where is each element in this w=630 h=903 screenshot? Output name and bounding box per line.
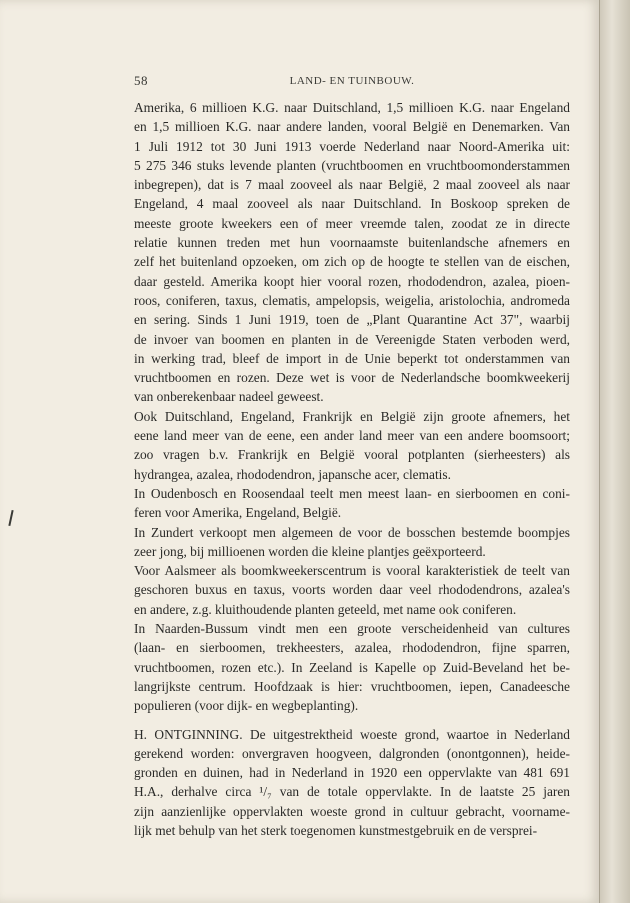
text-line: H. ONTGINNING. De uitgestrektheid woeste grond, waartoe in Nederland [134,726,570,742]
margin-pencil-mark [8,510,13,526]
text-line: zelf het buitenland opzoeken, om zich op de hoogte te stellen van de eischen, [134,254,570,270]
text-line: gronden en duinen, had in Nederland in 1920 een oppervlakte van 481 691 [134,765,570,781]
text-line: van onberekenbaar nadeel geweest. [134,389,324,405]
text-line: meeste groote kweekers een of meer vreemde talen, zoodat ze in directe [134,215,570,231]
page-number: 58 [134,73,148,88]
text-line: Amerika, 6 millioen K.G. naar Duitschland, 1,5 millioen K.G. naar Engeland [134,100,570,115]
text-line: zoo vragen b.v. Frankrijk en België vooral potplanten (sierheesters) als [134,447,570,463]
text-line: langrijkste centrum. Hoofdzaak is hier: vruchtboomen, iepen, Canadeesche [134,678,570,694]
text-line: hydrangea, azalea, rhododendron, japansche acer, clematis. [134,466,451,482]
text-line: en sering. Sinds 1 Juni 1919, toen de „Plant Quarantine Act 37", waarbij [134,312,570,328]
text-line: lijk met behulp van het sterk toegenomen kunstmestgebruik en de versprei- [134,822,538,838]
page-edge [599,0,630,903]
text-line: in werking trad, bleef de import in de Unie beperkt tot onderstammen van [134,350,570,366]
text-line: Ook Duitschland, Engeland, Frankrijk en België zijn groote afnemers, het [134,408,570,424]
text-line: inbegrepen), dat is 7 maal zooveel als naar België, 2 maal zooveel als naar [134,177,570,193]
text-line: 1 Juli 1912 tot 30 Juni 1913 voerde Nederland naar Noord-Amerika uit: [134,138,570,154]
text-line: roos, coniferen, taxus, clematis, ampelopsis, weigelia, aristolochia, andromeda [134,292,570,308]
text-line: (laan- en sierboomen, trekheesters, azalea, rhododendron, fijne sparren, [134,640,570,656]
running-title: LAND- EN TUINBOUW. [289,75,415,87]
text-line: H.A., derhalve circa ¹/₇ van de totale oppervlakte. In de laatste 25 jaren [134,784,570,800]
text-line: gerekend worden: onvergraven hoogveen, dalgronden (onontgonnen), heide- [134,745,570,761]
text-line: Voor Aalsmeer als boomkweekerscentrum is vooral karakteristiek de teelt van [134,563,570,579]
paragraph [134,523,570,562]
paragraph [134,407,570,484]
text-line: populieren (voor dijk- en wegbeplanting). [134,698,359,714]
text-line: In Zundert verkoopt men algemeen de voor de bosschen bestemde boompjes [134,524,570,540]
text-line: vruchtboomen en rozen. Deze wet is voor de Nederlandsche boomkweekerij [134,370,570,386]
text-line: 5 275 346 stuks levende planten (vruchtboomen en vruchtboomonderstammen [134,157,570,173]
text-line: feren voor Amerika, Engeland, België. [134,505,342,521]
paragraph [134,561,570,619]
paragraph [134,98,570,407]
body-text [134,98,570,840]
text-line: zijn aanzienlijke oppervlakten woeste grond in cultuur gebracht, voorname- [134,803,570,819]
page-header [134,73,570,89]
text-line: relatie kunnen treden met hun voornaamste buitenlandsche afnemers en [134,235,570,251]
text-line: In Oudenbosch en Roosendaal teelt men meest laan- en sierboomen en coni- [134,485,570,501]
section-paragraph [134,725,570,841]
text-line: vruchtboomen, rozen etc.). In Zeeland is Kapelle op Zuid-Beveland het be- [134,659,570,675]
text-line: en 1,5 millioen K.G. naar andere landen, vooral België en Denemarken. Van [134,119,570,135]
text-line: en andere, z.g. kluithoudende planten geteeld, met name ook coniferen. [134,601,517,617]
text-line: geschoren buxus en taxus, voorts worden daar veel rhododendrons, azalea's [134,582,570,598]
text-line: de invoer van boomen en planten in de Vereenigde Staten verboden werd, [134,331,570,347]
text-line: zeer jong, bij millioenen worden die kleine plantjes geëxporteerd. [134,543,486,559]
text-line: Engeland, 4 maal zooveel als naar Duitschland. In Boskoop spreken de [134,196,570,212]
text-line: eene land meer van de eene, een ander land meer van een andere boomsoort; [134,428,570,444]
text-line: daar gesteld. Amerika koopt hier vooral rozen, rhododendron, azalea, pioen- [134,273,570,289]
text-line: In Naarden-Bussum vindt men een groote verscheidenheid van cultures [134,621,570,637]
paragraph [134,619,570,715]
paragraph [134,484,570,523]
